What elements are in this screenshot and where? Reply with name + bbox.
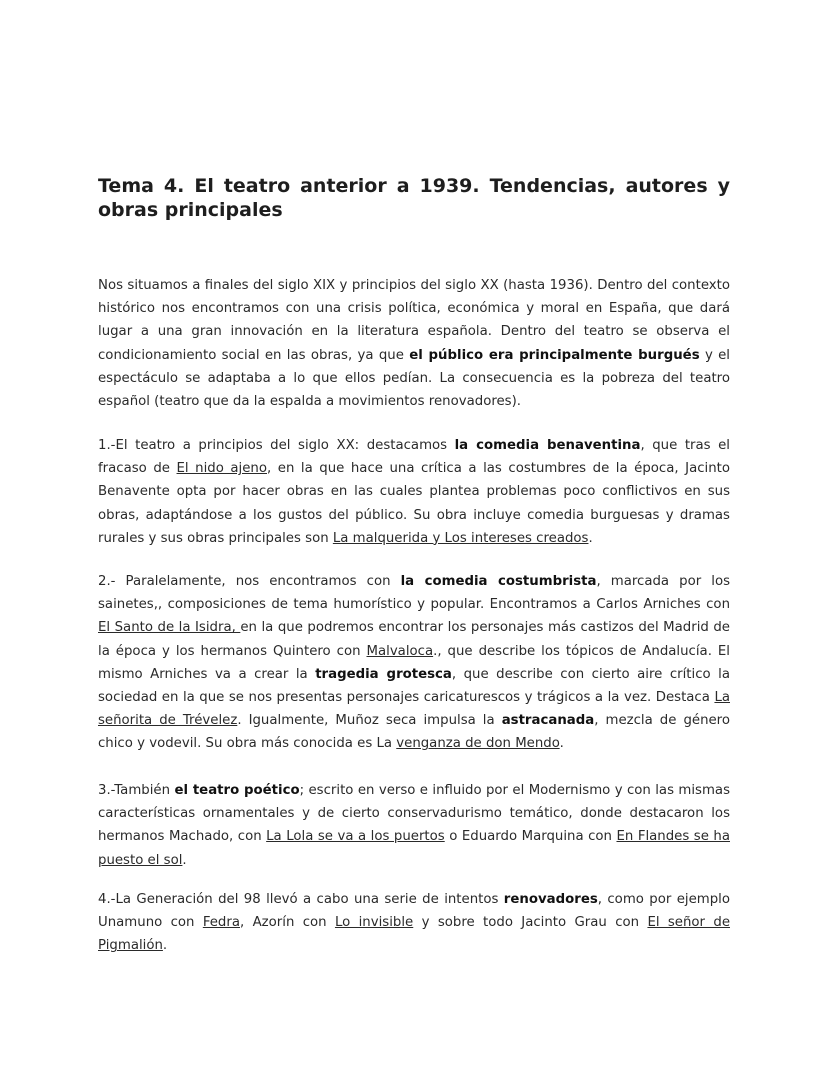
emphasis-text: tragedia grotesca bbox=[315, 666, 452, 682]
emphasis-text: el teatro poético bbox=[174, 783, 300, 798]
work-title: La señorita de Trévelez bbox=[98, 690, 730, 729]
document-title: Tema 4. El teatro anterior a 1939. Tendencias, autores y obras principales bbox=[98, 175, 730, 221]
work-title: El Santo de la Isidra, bbox=[98, 620, 241, 636]
work-title: Fedra bbox=[202, 915, 240, 931]
text-segment: y el espectáculo se adaptaba a lo que ellos pedían. La consecuencia es la pobreza del teatro español (teatro que da la espalda a movimientos renovadores). bbox=[98, 347, 730, 410]
work-title: Malvaloca bbox=[366, 643, 434, 659]
text-segment: , como por ejemplo Unamuno con bbox=[98, 892, 730, 931]
paragraph-comedia-costumbrista bbox=[98, 570, 730, 756]
work-title: Lo invisible bbox=[334, 915, 414, 931]
text-segment: 4.-La Generación del 98 llevó a cabo una serie de intentos bbox=[98, 892, 504, 907]
text-segment: , que tras el fracaso de bbox=[98, 438, 730, 477]
work-title: La malquerida y Los intereses creados bbox=[332, 530, 589, 546]
work-title: venganza de don Mendo bbox=[396, 736, 560, 752]
emphasis-text: la comedia costumbrista bbox=[400, 574, 597, 589]
text-segment: ; escrito en verso e influido por el Modernismo y con las mismas características ornamentales y de cierto conservadurismo temático, donde destacaron los hermanos Machado, con bbox=[98, 783, 730, 845]
text-segment: ., que describe los tópicos de Andalucía. El mismo Arniches va a crear la bbox=[98, 643, 730, 682]
text-segment: . bbox=[162, 938, 168, 954]
text-segment: y sobre todo Jacinto Grau con bbox=[413, 915, 648, 931]
text-segment: . Igualmente, Muñoz seca impulsa la bbox=[237, 713, 502, 729]
paragraph-teatro-poetico bbox=[98, 779, 730, 872]
text-segment: , que describe con cierto aire crítico la sociedad en la que se nos presentas personajes caricaturescos y trágicos a la vez. Destaca bbox=[98, 666, 730, 706]
paragraph-comedia-benaventina bbox=[98, 434, 730, 550]
emphasis-text: renovadores bbox=[503, 892, 598, 907]
text-segment: 3.-También bbox=[98, 783, 175, 798]
text-segment: . bbox=[559, 736, 564, 752]
emphasis-text: la comedia benaventina bbox=[454, 438, 641, 453]
text-segment: , Azorín con bbox=[240, 915, 335, 931]
text-segment: Nos situamos a finales del siglo XIX y principios del siglo XX (hasta 1936). Dentro del contexto histórico nos encontramos con una crisis política, económica y moral en España, que dará lugar a una gran innovación en la literatura española. Dentro del teatro se observa el condicionamiento social en las obras, ya que bbox=[98, 278, 730, 363]
emphasis-text: astracanada bbox=[501, 713, 595, 729]
text-segment: 1.-El teatro a principios del siglo XX: destacamos bbox=[98, 438, 455, 453]
emphasis-text: el público era principalmente burgués bbox=[409, 347, 700, 363]
text-segment: en la que podremos encontrar los personajes más castizos del Madrid de la época y los hermanos Quintero con bbox=[98, 620, 730, 659]
text-segment: , en la que hace una crítica a las costumbres de la época, Jacinto Benavente opta por hacer obras en las cuales plantea problemas poco conflictivos en sus obras, adaptándose a los gustos del público. Su obra incluye comedia burguesas y dramas rurales y sus obras principales son bbox=[98, 461, 730, 546]
work-title: En Flandes se ha puesto el sol bbox=[98, 829, 730, 868]
text-segment: o Eduardo Marquina con bbox=[444, 829, 617, 845]
text-segment: , marcada por los sainetes,, composiciones de tema humorístico y popular. Encontramos a Carlos Arniches con bbox=[98, 574, 731, 613]
paragraph-intro bbox=[98, 274, 730, 413]
work-title: La Lola se va a los puertos bbox=[266, 829, 445, 845]
text-segment: 2.- Paralelamente, nos encontramos con bbox=[98, 574, 401, 589]
work-title: El señor de Pigmalión bbox=[98, 915, 730, 954]
text-segment: . bbox=[588, 530, 593, 546]
paragraph-generacion-98 bbox=[98, 888, 730, 958]
work-title: El nido ajeno bbox=[176, 461, 267, 477]
text-segment: . bbox=[182, 852, 187, 868]
text-segment: , mezcla de género chico y vodevil. Su obra más conocida es La bbox=[98, 713, 730, 752]
